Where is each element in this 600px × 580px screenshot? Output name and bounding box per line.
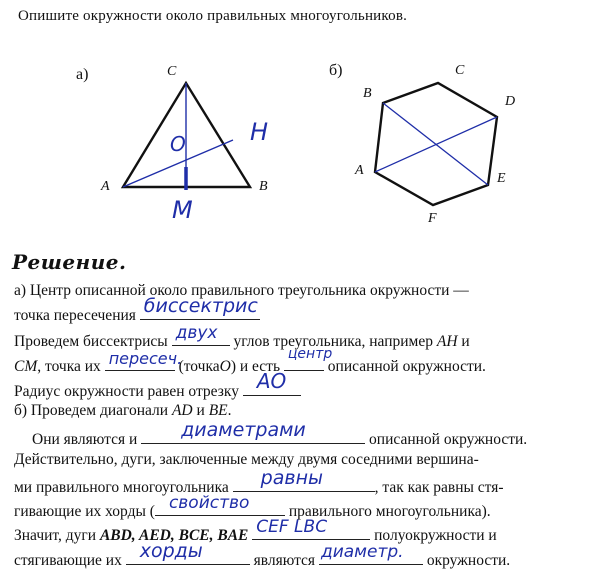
- line6-text: б) Проведем диагонали: [14, 402, 169, 419]
- handwritten-o: O: [170, 132, 186, 156]
- line5-text: Радиус окружности равен отрезку: [14, 383, 239, 400]
- line2-text: точка пересечения: [14, 307, 136, 324]
- blank-tsentr: [284, 346, 333, 371]
- blank-khordy: [126, 540, 250, 565]
- solution-line-7: [32, 419, 528, 449]
- segment-ah: AH: [436, 333, 458, 350]
- solution-line-8: [14, 451, 479, 469]
- line11-text-a: Значит, дуги: [14, 527, 97, 544]
- handwritten-h: H: [250, 118, 269, 146]
- line11-text-b: полуокружности и: [374, 527, 497, 544]
- solution-line-2: [14, 295, 260, 325]
- line7-text-b: описанной окружности.: [369, 431, 528, 448]
- blank-arcs: [252, 517, 370, 540]
- line3-text-a: Проведем биссектрисы: [14, 333, 168, 350]
- line10-text-a: гивающие их хорды (: [14, 503, 155, 520]
- line7-text-a: Они являются и: [32, 431, 138, 448]
- fill-svoistvo: свойство: [168, 493, 250, 513]
- blank-diametr: [319, 542, 423, 565]
- blank-ravny: [233, 467, 375, 492]
- line1-text: а) Центр описанной около правильного треугольника окружности —: [14, 282, 469, 299]
- solution-line-10: [14, 493, 491, 521]
- solution-line-4: [14, 346, 486, 376]
- fill-dvukh: двух: [175, 323, 218, 343]
- page-title: Опишите окружности около правильных многоугольников.: [18, 8, 408, 24]
- vertex-a-a: A: [101, 179, 110, 194]
- diagonal-ad-label: AD: [171, 402, 193, 419]
- line4-text-b: (точка: [178, 358, 220, 375]
- solution-heading: Решение.: [12, 250, 127, 274]
- blank-bisektris: [140, 295, 260, 320]
- vertex-b-a: B: [259, 179, 268, 194]
- fill-khordy: хорды: [139, 540, 203, 562]
- line3-and: и: [461, 333, 470, 350]
- fill-bisektris: биссектрис: [143, 295, 258, 317]
- vertex-d-b: D: [505, 94, 516, 109]
- fill-diametrami: диаметрами: [181, 419, 306, 441]
- line9-text-b: , так как равны стя-: [374, 479, 504, 496]
- arcs-list: ABD, AED, BCE, BAE: [99, 527, 249, 544]
- blank-svoistvo: [155, 493, 285, 516]
- blank-ao: [243, 369, 301, 396]
- vertex-e-b: E: [497, 171, 506, 186]
- solution-line-6: [14, 402, 232, 420]
- solution-line-3: [14, 323, 470, 351]
- vertex-b-b: B: [363, 86, 372, 101]
- blank-peresech: [105, 349, 183, 371]
- fill-ao: AO: [256, 369, 287, 393]
- diagonal-be: [383, 103, 488, 185]
- line9-text-a: ми правильного многоугольника: [14, 479, 229, 496]
- line4-text-c: ) и есть: [230, 358, 281, 375]
- diagonal-be-label: BE: [208, 402, 228, 419]
- vertex-c-b: C: [455, 63, 465, 78]
- fill-peresech: пересеч.: [108, 349, 183, 368]
- line6-and: и: [196, 402, 205, 419]
- line10-text-b: правильного многоугольника).: [288, 503, 491, 520]
- fill-tsentr: центр: [287, 346, 333, 362]
- fill-diametr: диаметр.: [320, 542, 404, 562]
- figure-b-label: б): [329, 62, 343, 79]
- line4-text-d: описанной окружности.: [327, 358, 486, 375]
- fill-ravny: равны: [260, 467, 323, 489]
- segment-cm: CM: [14, 358, 38, 375]
- line12-text-a: стягивающие их: [14, 552, 122, 569]
- blank-diametrami: [141, 419, 365, 444]
- line12-text-c: окружности.: [426, 552, 511, 569]
- vertex-f-b: F: [428, 211, 437, 226]
- blank-dvukh: [172, 323, 230, 346]
- line6-end: .: [227, 402, 232, 419]
- point-o: O: [219, 358, 231, 375]
- line8-text: Действительно, дуги, заключенные между двумя соседними вершина-: [14, 451, 479, 468]
- solution-line-12: [14, 540, 511, 570]
- hexagon-diagonals: [375, 103, 497, 185]
- solution-line-9: [14, 467, 504, 497]
- vertex-a-b: A: [355, 163, 364, 178]
- figure-a-label: а): [76, 66, 89, 83]
- vertex-c-a: C: [167, 64, 177, 79]
- line12-text-b: являются: [253, 552, 316, 569]
- line3-text-b: углов треугольника, например: [233, 333, 433, 350]
- fill-arcs: CEF LBC: [256, 517, 328, 537]
- handwritten-m: M: [172, 196, 193, 224]
- line4-text-a: , точка их: [37, 358, 101, 375]
- solution-line-5: [14, 369, 301, 401]
- solution-line-11: [14, 517, 497, 545]
